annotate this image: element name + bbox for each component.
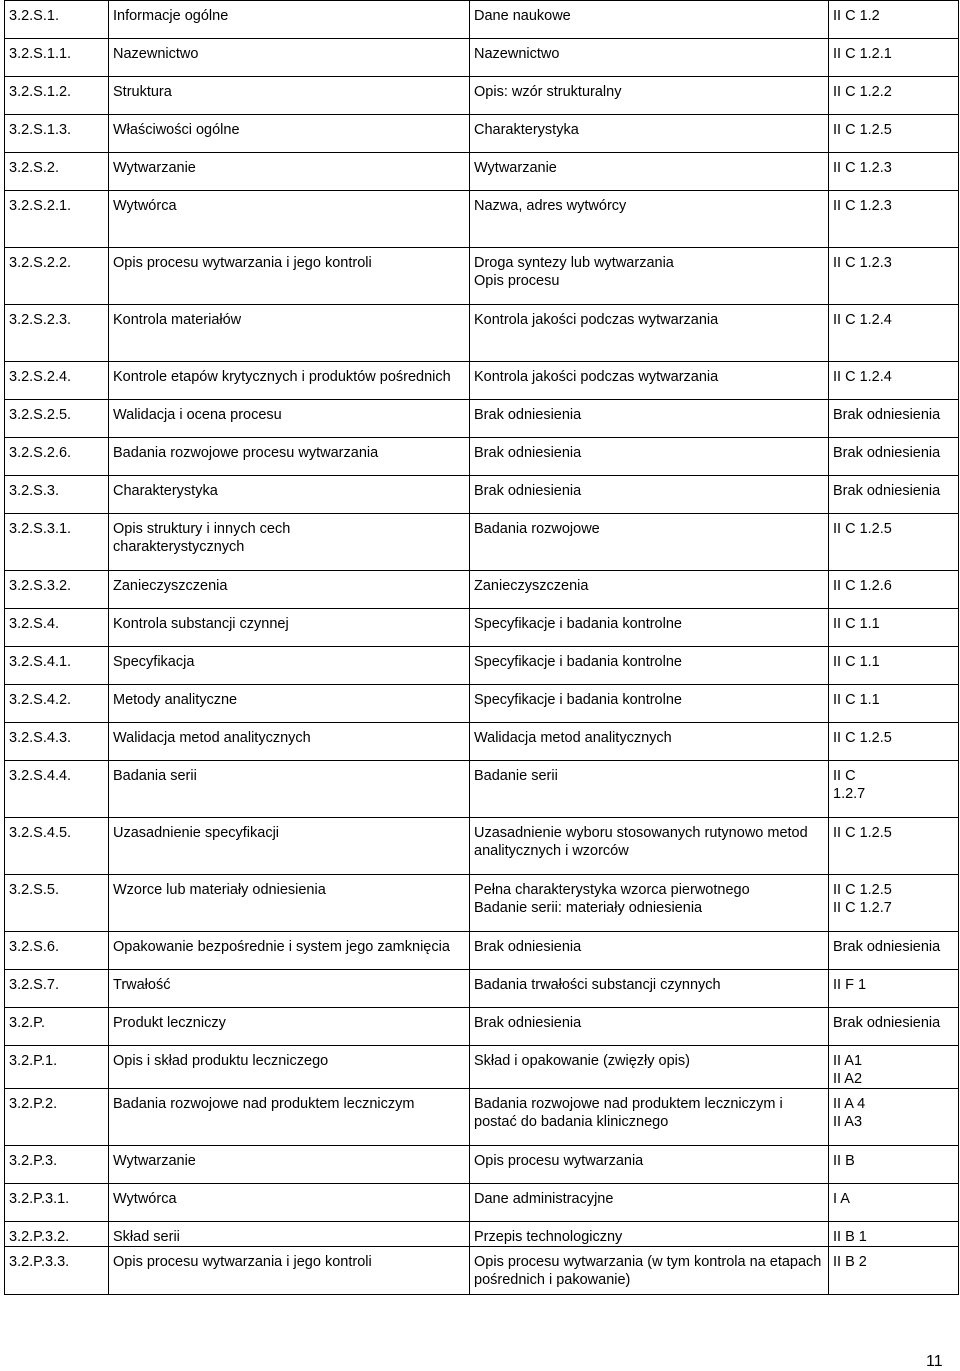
description-cell: Pełna charakterystyka wzorca pierwotnego Badanie serii: materiały odniesienia	[470, 875, 829, 932]
code-cell: 3.2.P.3.1.	[5, 1184, 109, 1222]
code-cell: 3.2.S.2.1.	[5, 191, 109, 248]
section-cell: Walidacja metod analitycznych	[109, 723, 470, 761]
code-cell: 3.2.S.2.2.	[5, 248, 109, 305]
code-cell: 3.2.S.2.5.	[5, 400, 109, 438]
code-cell: 3.2.S.2.4.	[5, 362, 109, 400]
reference-cell: II C 1.1	[829, 647, 959, 685]
description-cell: Badania rozwojowe nad produktem leczniczym i postać do badania klinicznego	[470, 1089, 829, 1146]
table-body	[5, 1, 959, 1295]
table-row	[5, 970, 959, 1008]
section-cell: Trwałość	[109, 970, 470, 1008]
description-cell: Skład i opakowanie (zwięzły opis)	[470, 1046, 829, 1089]
table-row	[5, 1222, 959, 1247]
table-row	[5, 1089, 959, 1146]
code-cell: 3.2.S.3.	[5, 476, 109, 514]
description-cell: Charakterystyka	[470, 115, 829, 153]
description-cell: Brak odniesienia	[470, 932, 829, 970]
table-row	[5, 39, 959, 77]
reference-cell: II C 1.2.5	[829, 818, 959, 875]
section-cell: Badania rozwojowe procesu wytwarzania	[109, 438, 470, 476]
section-cell: Walidacja i ocena procesu	[109, 400, 470, 438]
section-cell: Produkt leczniczy	[109, 1008, 470, 1046]
reference-table	[4, 0, 959, 1295]
description-cell: Dane naukowe	[470, 1, 829, 39]
reference-cell: II C 1.2.3	[829, 191, 959, 248]
description-cell: Opis: wzór strukturalny	[470, 77, 829, 115]
reference-cell: II C 1.2.4	[829, 305, 959, 362]
code-cell: 3.2.S.2.3.	[5, 305, 109, 362]
reference-cell: II C 1.2.5	[829, 115, 959, 153]
reference-cell: II C 1.1	[829, 685, 959, 723]
code-cell: 3.2.S.1.3.	[5, 115, 109, 153]
table-row	[5, 571, 959, 609]
table-row	[5, 761, 959, 818]
reference-cell: II C 1.2.5	[829, 514, 959, 571]
description-cell: Kontrola jakości podczas wytwarzania	[470, 305, 829, 362]
description-cell: Droga syntezy lub wytwarzania Opis procesu	[470, 248, 829, 305]
section-cell: Wytwarzanie	[109, 153, 470, 191]
table-row	[5, 77, 959, 115]
table-row	[5, 875, 959, 932]
code-cell: 3.2.P.1.	[5, 1046, 109, 1089]
reference-cell: II C 1.2	[829, 1, 959, 39]
table-row	[5, 1008, 959, 1046]
section-cell: Wytwórca	[109, 191, 470, 248]
reference-cell: II C 1.2.2	[829, 77, 959, 115]
code-cell: 3.2.S.2.6.	[5, 438, 109, 476]
table-row	[5, 723, 959, 761]
code-cell: 3.2.S.4.4.	[5, 761, 109, 818]
section-cell: Opis procesu wytwarzania i jego kontroli	[109, 248, 470, 305]
reference-cell: II B 1	[829, 1222, 959, 1247]
code-cell: 3.2.S.6.	[5, 932, 109, 970]
page-number: 11	[926, 1353, 943, 1370]
code-cell: 3.2.S.5.	[5, 875, 109, 932]
description-cell: Brak odniesienia	[470, 1008, 829, 1046]
table-row	[5, 362, 959, 400]
code-cell: 3.2.P.	[5, 1008, 109, 1046]
table-row	[5, 1247, 959, 1295]
description-cell: Specyfikacje i badania kontrolne	[470, 647, 829, 685]
description-cell: Brak odniesienia	[470, 476, 829, 514]
reference-cell: II B 2	[829, 1247, 959, 1295]
code-cell: 3.2.P.3.	[5, 1146, 109, 1184]
table-row	[5, 514, 959, 571]
table-row	[5, 932, 959, 970]
code-cell: 3.2.S.2.	[5, 153, 109, 191]
section-cell: Uzasadnienie specyfikacji	[109, 818, 470, 875]
table-row	[5, 685, 959, 723]
section-cell: Wytwarzanie	[109, 1146, 470, 1184]
description-cell: Walidacja metod analitycznych	[470, 723, 829, 761]
reference-cell: II B	[829, 1146, 959, 1184]
code-cell: 3.2.P.3.3.	[5, 1247, 109, 1295]
description-cell: Opis procesu wytwarzania (w tym kontrola na etapach pośrednich i pakowanie)	[470, 1247, 829, 1295]
description-cell: Badania trwałości substancji czynnych	[470, 970, 829, 1008]
table-row	[5, 305, 959, 362]
section-cell: Kontrola substancji czynnej	[109, 609, 470, 647]
reference-cell: I A	[829, 1184, 959, 1222]
description-cell: Brak odniesienia	[470, 400, 829, 438]
section-cell: Badania rozwojowe nad produktem leczniczym	[109, 1089, 470, 1146]
reference-cell: II C 1.2.6	[829, 571, 959, 609]
reference-cell: II C 1.2.5 II C 1.2.7	[829, 875, 959, 932]
code-cell: 3.2.S.4.2.	[5, 685, 109, 723]
table-row	[5, 1046, 959, 1089]
section-cell: Opakowanie bezpośrednie i system jego zamknięcia	[109, 932, 470, 970]
section-cell: Informacje ogólne	[109, 1, 470, 39]
section-cell: Właściwości ogólne	[109, 115, 470, 153]
code-cell: 3.2.P.3.2.	[5, 1222, 109, 1247]
code-cell: 3.2.P.2.	[5, 1089, 109, 1146]
table-row	[5, 115, 959, 153]
section-cell: Struktura	[109, 77, 470, 115]
code-cell: 3.2.S.4.	[5, 609, 109, 647]
section-cell: Wytwórca	[109, 1184, 470, 1222]
table-row	[5, 818, 959, 875]
description-cell: Wytwarzanie	[470, 153, 829, 191]
code-cell: 3.2.S.4.1.	[5, 647, 109, 685]
description-cell: Brak odniesienia	[470, 438, 829, 476]
code-cell: 3.2.S.3.2.	[5, 571, 109, 609]
code-cell: 3.2.S.4.3.	[5, 723, 109, 761]
reference-cell: Brak odniesienia	[829, 932, 959, 970]
table-row	[5, 400, 959, 438]
reference-cell: Brak odniesienia	[829, 1008, 959, 1046]
description-cell: Badania rozwojowe	[470, 514, 829, 571]
code-cell: 3.2.S.1.2.	[5, 77, 109, 115]
table-row	[5, 153, 959, 191]
section-cell: Nazewnictwo	[109, 39, 470, 77]
description-cell: Opis procesu wytwarzania	[470, 1146, 829, 1184]
section-cell: Kontrole etapów krytycznych i produktów pośrednich	[109, 362, 470, 400]
table-row	[5, 1184, 959, 1222]
description-cell: Uzasadnienie wyboru stosowanych rutynowo metod analitycznych i wzorców	[470, 818, 829, 875]
section-cell: Kontrola materiałów	[109, 305, 470, 362]
section-cell: Opis struktury i innych cech charakterystycznych	[109, 514, 470, 571]
section-cell: Skład serii	[109, 1222, 470, 1247]
table-row	[5, 191, 959, 248]
code-cell: 3.2.S.1.1.	[5, 39, 109, 77]
section-cell: Zanieczyszczenia	[109, 571, 470, 609]
reference-cell: II A1 II A2	[829, 1046, 959, 1089]
reference-cell: II F 1	[829, 970, 959, 1008]
table-row	[5, 1146, 959, 1184]
reference-cell: II A 4 II A3	[829, 1089, 959, 1146]
description-cell: Specyfikacje i badania kontrolne	[470, 609, 829, 647]
reference-cell: Brak odniesienia	[829, 400, 959, 438]
reference-cell: Brak odniesienia	[829, 438, 959, 476]
table-row	[5, 476, 959, 514]
description-cell: Zanieczyszczenia	[470, 571, 829, 609]
section-cell: Wzorce lub materiały odniesienia	[109, 875, 470, 932]
reference-cell: II C 1.2.1	[829, 39, 959, 77]
section-cell: Specyfikacja	[109, 647, 470, 685]
description-cell: Nazewnictwo	[470, 39, 829, 77]
table-row	[5, 438, 959, 476]
code-cell: 3.2.S.3.1.	[5, 514, 109, 571]
section-cell: Opis i skład produktu leczniczego	[109, 1046, 470, 1089]
table-row	[5, 647, 959, 685]
section-cell: Opis procesu wytwarzania i jego kontroli	[109, 1247, 470, 1295]
description-cell: Kontrola jakości podczas wytwarzania	[470, 362, 829, 400]
reference-cell: II C 1.2.5	[829, 723, 959, 761]
reference-cell: Brak odniesienia	[829, 476, 959, 514]
code-cell: 3.2.S.4.5.	[5, 818, 109, 875]
description-cell: Specyfikacje i badania kontrolne	[470, 685, 829, 723]
reference-cell: II C 1.1	[829, 609, 959, 647]
section-cell: Metody analityczne	[109, 685, 470, 723]
table-row	[5, 609, 959, 647]
reference-cell: II C 1.2.4	[829, 362, 959, 400]
description-cell: Dane administracyjne	[470, 1184, 829, 1222]
section-cell: Charakterystyka	[109, 476, 470, 514]
code-cell: 3.2.S.1.	[5, 1, 109, 39]
reference-cell: II C 1.2.7	[829, 761, 959, 818]
table-row	[5, 1, 959, 39]
section-cell: Badania serii	[109, 761, 470, 818]
description-cell: Przepis technologiczny	[470, 1222, 829, 1247]
description-cell: Badanie serii	[470, 761, 829, 818]
reference-cell: II C 1.2.3	[829, 248, 959, 305]
reference-cell: II C 1.2.3	[829, 153, 959, 191]
description-cell: Nazwa, adres wytwórcy	[470, 191, 829, 248]
code-cell: 3.2.S.7.	[5, 970, 109, 1008]
table-row	[5, 248, 959, 305]
